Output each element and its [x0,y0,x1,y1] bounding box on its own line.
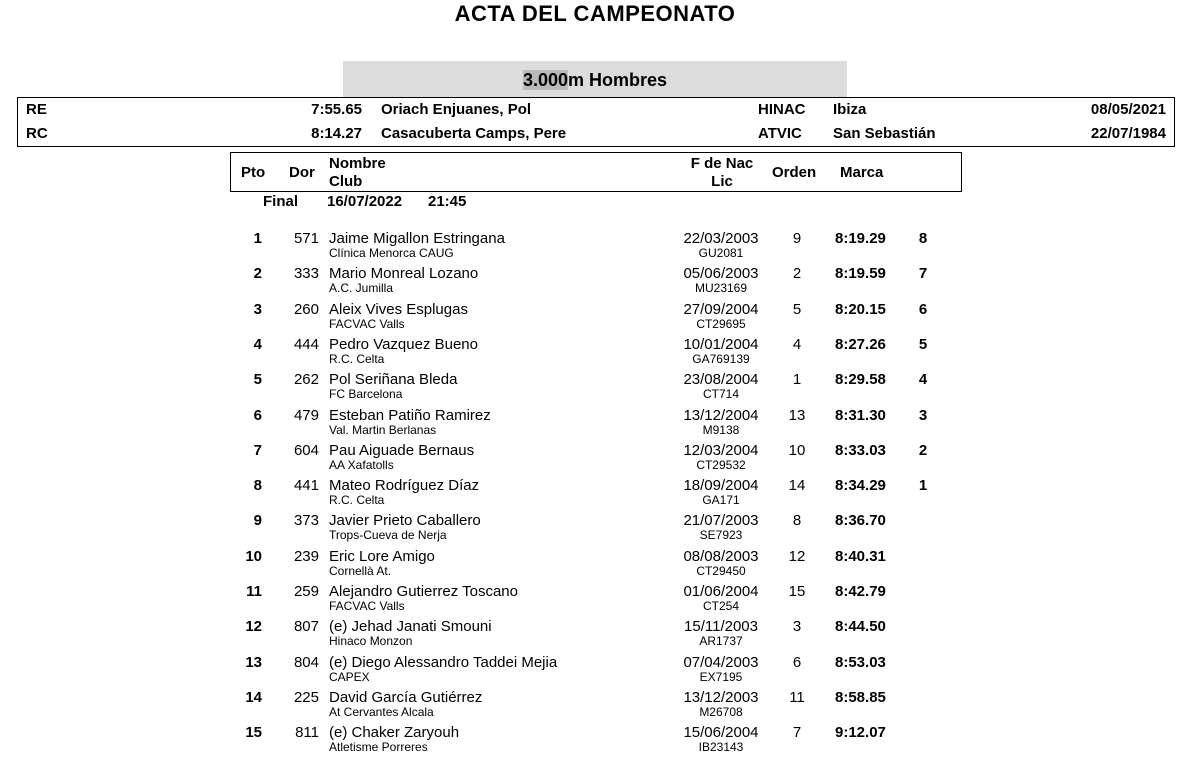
event-category: m Hombres [568,70,668,90]
result-points: 6 [918,300,928,318]
event-distance: 3.000 [522,70,568,90]
athlete-license: CT29450 [696,563,746,578]
athlete-club: R.C. Celta [329,493,385,508]
record-club: ATVIC [758,125,802,142]
start-order: 6 [792,653,802,671]
athlete-club: FACVAC Valls [329,599,405,613]
result-time: 8:34.29 [835,477,886,495]
result-bib: 444 [293,335,319,353]
athlete-club: A.C. Jumilla [329,281,394,296]
athlete-birthdate: 23/08/2004 [683,371,759,389]
result-bib: 260 [293,300,319,318]
athlete-name: Eric Lore Amigo [329,547,435,565]
athlete-name: Mateo Rodríguez Díaz [329,477,480,495]
athlete-birthdate: 07/04/2003 [683,653,759,671]
start-order: 9 [792,230,802,247]
athlete-birthdate: 13/12/2003 [683,688,759,706]
result-row [0,614,1200,649]
start-order: 10 [788,441,806,459]
athlete-name: (e) Jehad Janati Smouni [329,618,492,636]
result-time: 8:31.30 [835,406,886,424]
result-time: 8:53.03 [835,653,886,671]
athlete-club: Hinaco Monzon [329,634,413,649]
result-points: 1 [918,477,928,495]
result-bib: 225 [293,688,319,706]
result-bib: 604 [293,441,319,459]
athlete-club: R.C. Celta [329,351,385,366]
result-position: 8 [253,477,262,495]
start-order: 14 [788,477,806,495]
result-position: 6 [253,406,262,424]
result-bib: 811 [295,724,319,742]
athlete-club: FACVAC Valls [329,316,405,331]
start-order: 15 [788,583,806,600]
result-row [0,508,1200,543]
result-row [0,438,1200,473]
athlete-name: Pedro Vazquez Bueno [329,335,478,353]
result-time: 8:19.59 [835,265,886,283]
result-bib: 479 [293,406,319,424]
result-points: 3 [918,406,928,424]
result-points: 8 [918,230,928,247]
header-orden: Orden [772,164,817,181]
start-order: 4 [792,335,802,353]
athlete-name: Pau Aiguade Bernaus [329,441,475,459]
result-bib: 571 [293,230,319,247]
athlete-birthdate: 10/01/2004 [683,335,759,353]
athlete-name: Pol Seriñana Bleda [329,371,458,389]
athlete-birthdate: 05/06/2003 [683,265,759,283]
result-bib: 441 [293,477,319,495]
athlete-club: At Cervantes Alcala [329,704,434,719]
athlete-birthdate: 21/07/2003 [683,512,759,530]
record-date: 08/05/2021 [1090,101,1166,118]
athlete-license: GU2081 [698,246,744,260]
athlete-license: CT29532 [696,457,746,472]
result-position: 3 [253,300,262,318]
result-time: 8:36.70 [835,512,886,530]
athlete-license: GA769139 [692,351,750,366]
record-place: San Sebastián [833,125,936,142]
result-time: 8:40.31 [835,547,886,565]
athlete-name: (e) Chaker Zaryouh [329,724,460,742]
result-bib: 239 [293,547,319,565]
result-bib: 333 [293,265,319,283]
session-round: Final [263,193,299,210]
result-row [0,720,1200,755]
result-time: 8:33.03 [835,441,886,459]
athlete-license: M26708 [699,704,743,719]
athlete-name: Jaime Migallon Estringana [329,230,505,247]
record-time: 8:14.27 [311,125,362,142]
record-holder: Oriach Enjuanes, Pol [381,101,532,118]
result-row [0,650,1200,685]
start-order: 1 [792,371,802,389]
result-points: 7 [918,265,928,283]
athlete-birthdate: 13/12/2004 [683,406,759,424]
athlete-license: GA171 [702,493,740,508]
result-position: 7 [253,441,262,459]
result-position: 9 [253,512,262,530]
header-pto: Pto [241,164,266,181]
record-place: Ibiza [833,101,867,118]
start-order: 12 [788,547,806,565]
result-time: 9:12.07 [835,724,886,742]
athlete-name: Alejandro Gutierrez Toscano [329,583,518,600]
athlete-club: Cornellà At. [329,563,392,578]
result-time: 8:20.15 [835,300,886,318]
result-bib: 262 [293,371,319,389]
record-club: HINAC [758,101,806,118]
athlete-license: M9138 [702,422,740,437]
start-order: 11 [789,688,805,706]
athlete-name: (e) Diego Alessandro Taddei Mejia [329,653,558,671]
result-points: 4 [918,371,928,389]
header-dor: Dor [289,164,315,181]
results-header [230,152,962,192]
athlete-birthdate: 12/03/2004 [683,441,759,459]
athlete-license: IB23143 [698,740,744,755]
result-position: 12 [245,618,262,636]
result-position: 1 [253,230,262,247]
header-lic: Lic [711,173,733,190]
athlete-license: AR1737 [699,634,743,649]
athlete-name: Javier Prieto Caballero [329,512,481,530]
result-position: 14 [245,688,262,706]
record-holder: Casacuberta Camps, Pere [381,125,567,142]
athlete-license: EX7195 [699,669,743,684]
record-row-re [18,98,1174,122]
result-position: 2 [253,265,262,283]
result-row [0,297,1200,332]
athlete-birthdate: 08/08/2003 [683,547,759,565]
result-points: 5 [918,335,928,353]
result-position: 10 [245,547,262,565]
session-date: 16/07/2022 [327,193,403,210]
result-position: 15 [245,724,262,742]
header-club: Club [329,173,363,190]
result-position: 11 [246,583,262,600]
records-table [17,97,1175,147]
event-title [343,70,847,91]
athlete-birthdate: 22/03/2003 [683,230,759,247]
athlete-license: CT714 [702,387,740,402]
start-order: 3 [792,618,802,636]
athlete-club: Clínica Menorca CAUG [329,246,454,260]
header-nombre: Nombre [329,155,386,172]
athlete-club: AA Xafatolls [329,457,394,472]
athlete-birthdate: 18/09/2004 [683,477,759,495]
result-position: 13 [245,653,262,671]
result-row [0,544,1200,579]
record-date: 22/07/1984 [1090,125,1166,142]
result-time: 8:27.26 [835,335,886,353]
result-time: 8:19.29 [835,230,886,247]
athlete-license: CT29695 [696,316,746,331]
athlete-name: Esteban Patiño Ramirez [329,406,491,424]
athlete-club: Atletisme Porreres [329,740,428,755]
record-row-rc [18,122,1174,146]
start-order: 5 [792,300,802,318]
result-bib: 373 [293,512,319,530]
result-row [0,473,1200,508]
result-time: 8:42.79 [835,583,886,600]
athlete-name: David García Gutiérrez [329,688,483,706]
athlete-club: Val. Martin Berlanas [329,422,437,437]
start-order: 2 [792,265,802,283]
result-row [0,332,1200,367]
athlete-club: CAPEX [329,669,370,684]
athlete-name: Mario Monreal Lozano [329,265,479,283]
result-bib: 804 [293,653,319,671]
athlete-birthdate: 01/06/2004 [683,583,759,600]
record-code: RE [26,101,47,118]
result-position: 4 [253,335,262,353]
result-time: 8:58.85 [835,688,886,706]
athlete-birthdate: 15/06/2004 [683,724,759,742]
document-title: ACTA DEL CAMPEONATO [454,1,736,26]
result-row [0,261,1200,296]
athlete-license: MU23169 [694,281,748,296]
athlete-name: Aleix Vives Esplugas [329,300,468,318]
record-code: RC [26,125,48,142]
athlete-club: FC Barcelona [329,387,403,402]
result-bib: 807 [293,618,319,636]
athlete-birthdate: 27/09/2004 [683,300,759,318]
result-position: 5 [253,371,262,389]
result-row [0,685,1200,720]
header-marca: Marca [840,164,884,181]
result-row [0,403,1200,438]
start-order: 13 [788,406,806,424]
start-order: 8 [792,512,802,530]
start-order: 7 [792,724,802,742]
result-row [0,579,1200,614]
athlete-license: SE7923 [699,528,743,543]
result-time: 8:44.50 [835,618,886,636]
athlete-license: CT254 [702,599,740,613]
result-points: 2 [918,441,928,459]
session-time: 21:45 [428,193,467,210]
result-bib: 259 [293,583,319,600]
result-time: 8:29.58 [835,371,886,389]
athlete-birthdate: 15/11/2003 [684,618,758,636]
header-fecha-nac: F de Nac [690,155,754,172]
event-banner [343,61,847,97]
result-row [0,226,1200,261]
athlete-club: Trops-Cueva de Nerja [329,528,447,543]
result-row [0,367,1200,402]
record-time: 7:55.65 [311,101,362,118]
